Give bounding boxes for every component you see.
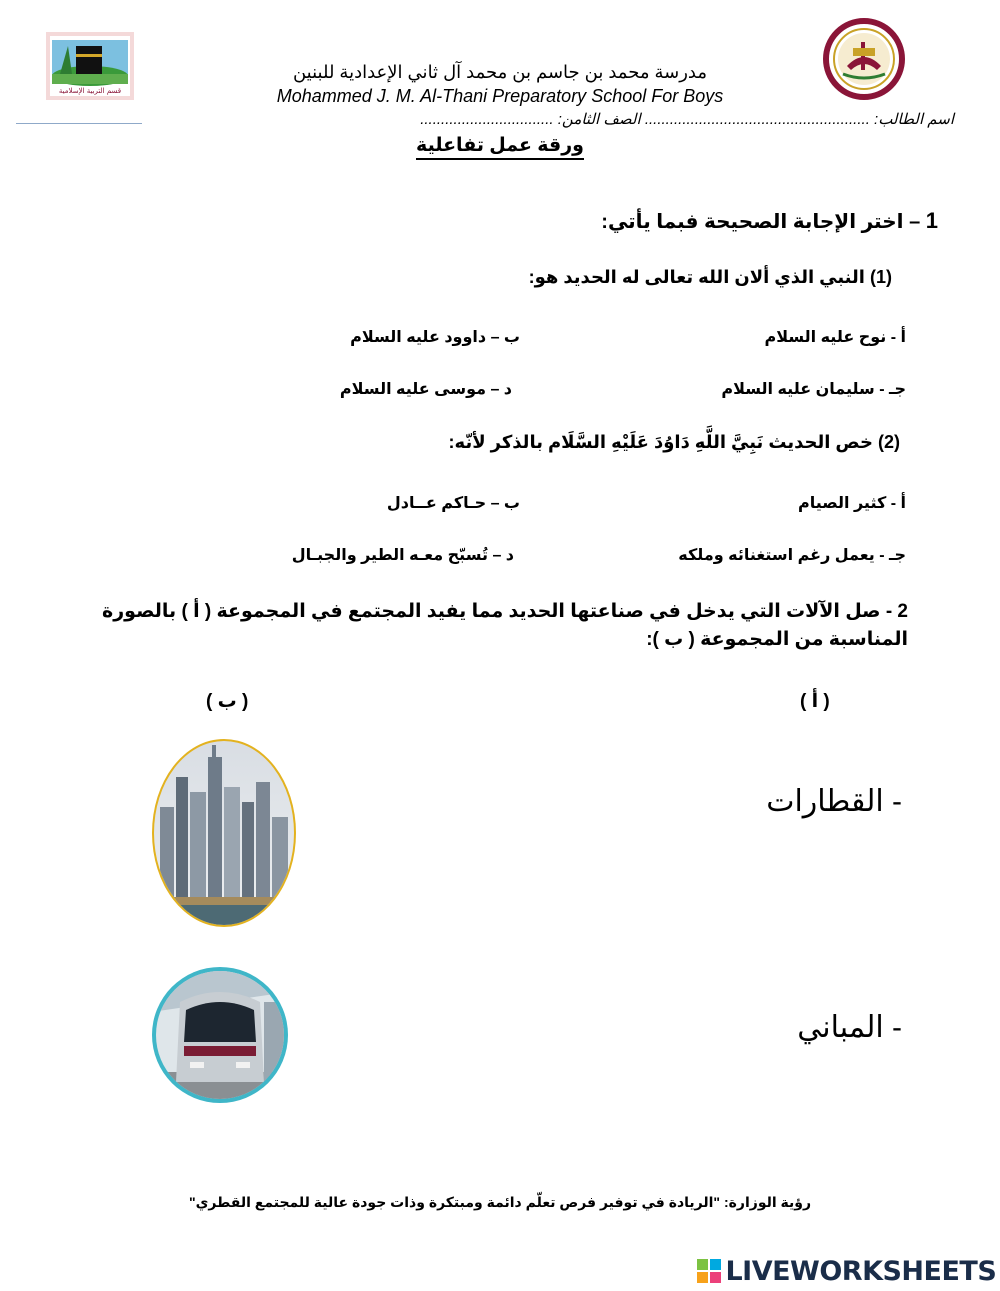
option-2-a[interactable]: أ - كثير الصيام xyxy=(798,495,906,512)
group-a-item-buildings[interactable]: - المباني xyxy=(797,1011,902,1044)
option-1-b[interactable]: ب – داوود عليه السلام xyxy=(350,329,520,346)
option-1-d[interactable]: د – موسى عليه السلام xyxy=(339,381,512,398)
question-1-1: (1) النبي الذي ألان الله تعالى له الحديد هو: xyxy=(528,267,892,287)
question-2-title: 2 - صل الآلات التي يدخل في صناعتها الحديد مما يفيد المجتمع في المجموعة ( أ ) بالصورة المناسبة من المجموعة ( ب ): xyxy=(102,601,908,650)
student-name-label: اسم الطالب: xyxy=(874,111,954,128)
option-2-d[interactable]: د – تُسبّح معـه الطير والجبـال xyxy=(291,547,514,564)
city-skyline-image[interactable] xyxy=(150,737,298,929)
question-1-number: 1 xyxy=(925,208,938,233)
option-2-c[interactable]: جـ - يعمل رغم استغنائه وملكه xyxy=(678,547,906,564)
ministry-emblem xyxy=(823,18,905,100)
school-name-arabic: مدرسة محمد بن جاسم بن محمد آل ثاني الإعدادية للبنين xyxy=(292,62,707,82)
option-1-a[interactable]: أ - نوح عليه السلام xyxy=(764,329,906,346)
metro-train-image[interactable] xyxy=(152,962,288,1108)
liveworksheets-icon xyxy=(697,1259,721,1283)
group-a-label: ( أ ) xyxy=(800,691,830,712)
sheet-title: ورقة عمل تفاعلية xyxy=(400,134,600,157)
student-name-field[interactable]: ...................................................... xyxy=(644,111,870,128)
liveworksheets-wordmark: LIVEWORKSHEETS xyxy=(725,1256,997,1287)
option-1-c[interactable]: جـ - سليمان عليه السلام xyxy=(721,381,906,398)
ministry-vision: رؤية الوزارة: "الريادة في توفير فرص تعلّم دائمة ومبتكرة وذات جودة عالية للمجتمع القطري" xyxy=(188,1194,812,1210)
liveworksheets-logo[interactable] xyxy=(697,1256,997,1287)
group-a-item-trains[interactable]: - القطارات xyxy=(766,785,902,818)
group-b-label: ( ب ) xyxy=(206,691,249,712)
grade-label: الصف الثامن: xyxy=(557,111,641,128)
student-info-line xyxy=(224,110,954,128)
grade-field[interactable]: ................................ xyxy=(420,111,554,128)
islamic-studies-logo xyxy=(46,32,134,100)
divider xyxy=(16,123,142,124)
logo-caption: قسم التربية الإسلامية xyxy=(58,87,122,95)
question-1-title: 1 – اختر الإجابة الصحيحة فبما يأتي: xyxy=(601,208,938,233)
option-2-b[interactable]: ب – حـاكم عــادل xyxy=(386,495,520,512)
school-name-english: Mohammed J. M. Al-Thani Preparatory School For Boys xyxy=(276,86,724,106)
question-1-2: (2) خص الحديث نَبِيَّ اللَّهِ دَاوُدَ عَلَيْهِ السَّلَام بالذكر لأنّه: xyxy=(448,432,900,452)
